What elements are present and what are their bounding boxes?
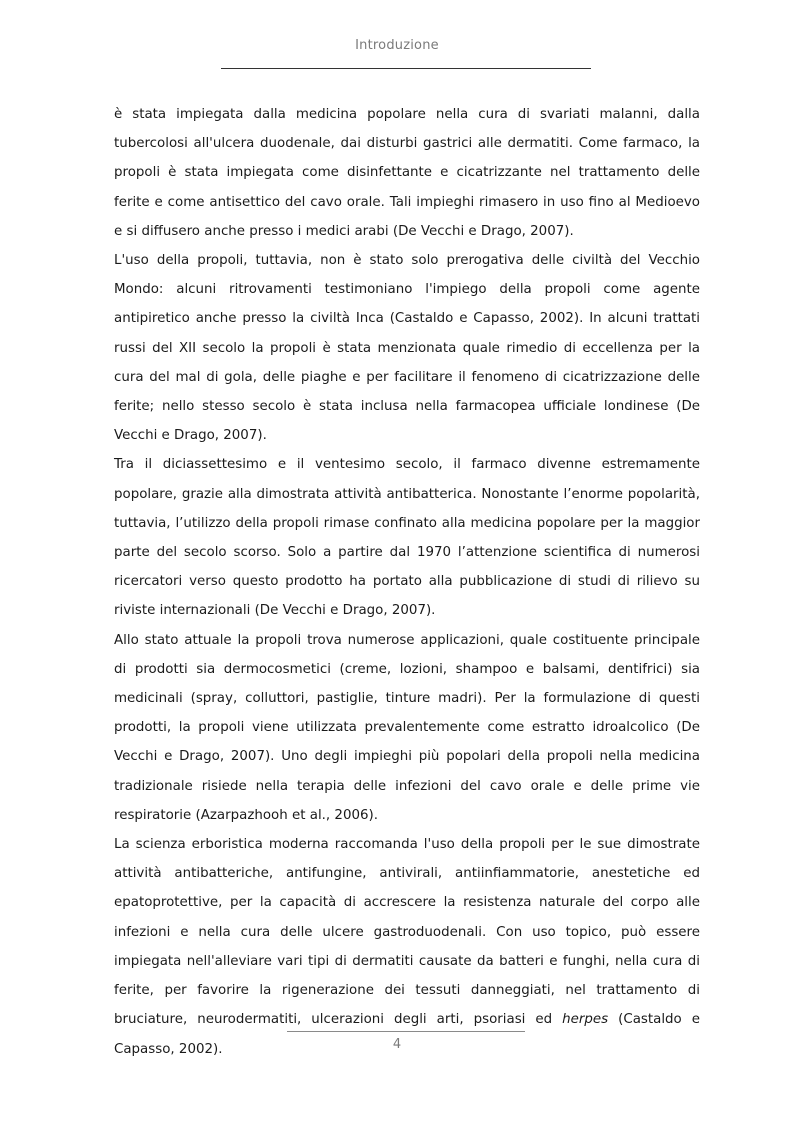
paragraph-4: Allo stato attuale la propoli trova numerose applicazioni, quale costituente principale di prodotti sia dermocosmetici (creme, lozioni, shampoo e balsami, dentifrici) sia medicinali (spray, colluttori, pastiglie, tinture madri). Per la formulazione di questi prodotti, la propoli viene utilizzata prevalentemente come estratto idroalcolico (De Vecchi e Drago, 2007). Uno degli impieghi più popolari della propoli nella medicina tradizionale risiede nella terapia delle infezioni del cavo orale e delle prime vie respiratorie (Azarpazhooh et al., 2006). — [114, 632, 700, 823]
running-header: Introduzione — [355, 38, 439, 53]
header-rule — [221, 68, 591, 69]
paragraph-5-text: La scienza erboristica moderna raccomanda l'uso della propoli per le sue dimostrate attività antibatteriche, antifungine, antivirali, antiinfiammatorie, anestetiche ed epatoprotettive, per la capacità di accrescere la resistenza naturale del corpo alle infezioni e nella cura delle ulcere gastroduodenali. Con uso topico, può essere impiegata nell'alleviare vari tipi di dermatiti causate da batteri e funghi, nella cura di ferite, per favorire la rigenerazione dei tessuti danneggiati, nel trattamento di bruciature, neurodermatiti, ulcerazioni degli arti, psoriasi ed — [114, 837, 700, 1028]
footer-rule — [287, 1031, 525, 1032]
paragraph-5-citation: (Castaldo e Capasso, 2002). — [114, 1012, 700, 1057]
italic-term: herpes — [562, 1012, 609, 1028]
page-number: 4 — [392, 1037, 402, 1052]
paragraph-3: Tra il diciassettesimo e il ventesimo secolo, il farmaco divenne estremamente popolare, grazie alla dimostrata attività antibatterica. Nonostante l’enorme popolarità, tuttavia, l’utilizzo della propoli rimase confinato alla medicina popolare per la maggior parte del secolo scorso. Solo a partire dal 1970 l’attenzione scientifica di numerosi ricercatori verso questo prodotto ha portato alla pubblicazione di studi di rilievo su riviste internazionali (De Vecchi e Drago, 2007). — [114, 457, 700, 619]
paragraph-1: è stata impiegata dalla medicina popolare nella cura di svariati malanni, dalla tubercolosi all'ulcera duodenale, dai disturbi gastrici alle dermatiti. Come farmaco, la propoli è stata impiegata come disinfettante e cicatrizzante nel trattamento delle ferite e come antisettico del cavo orale. Tali impieghi rimasero in uso fino al Medioevo e si diffusero anche presso i medici arabi (De Vecchi e Drago, 2007). — [114, 107, 700, 239]
body-text — [114, 100, 700, 1064]
paragraph-5 — [114, 830, 700, 1064]
paragraph-2: L'uso della propoli, tuttavia, non è stato solo prerogativa delle civiltà del Vecchio Mondo: alcuni ritrovamenti testimoniano l'impiego della propoli come agente antipiretico anche presso la civiltà Inca (Castaldo e Capasso, 2002). In alcuni trattati russi del XII secolo la propoli è stata menzionata quale rimedio di eccellenza per la cura del mal di gola, delle piaghe e per facilitare il fenomeno di cicatrizzazione delle ferite; nello stesso secolo è stata inclusa nella farmacopea ufficiale londinese (De Vecchi e Drago, 2007). — [114, 253, 700, 444]
